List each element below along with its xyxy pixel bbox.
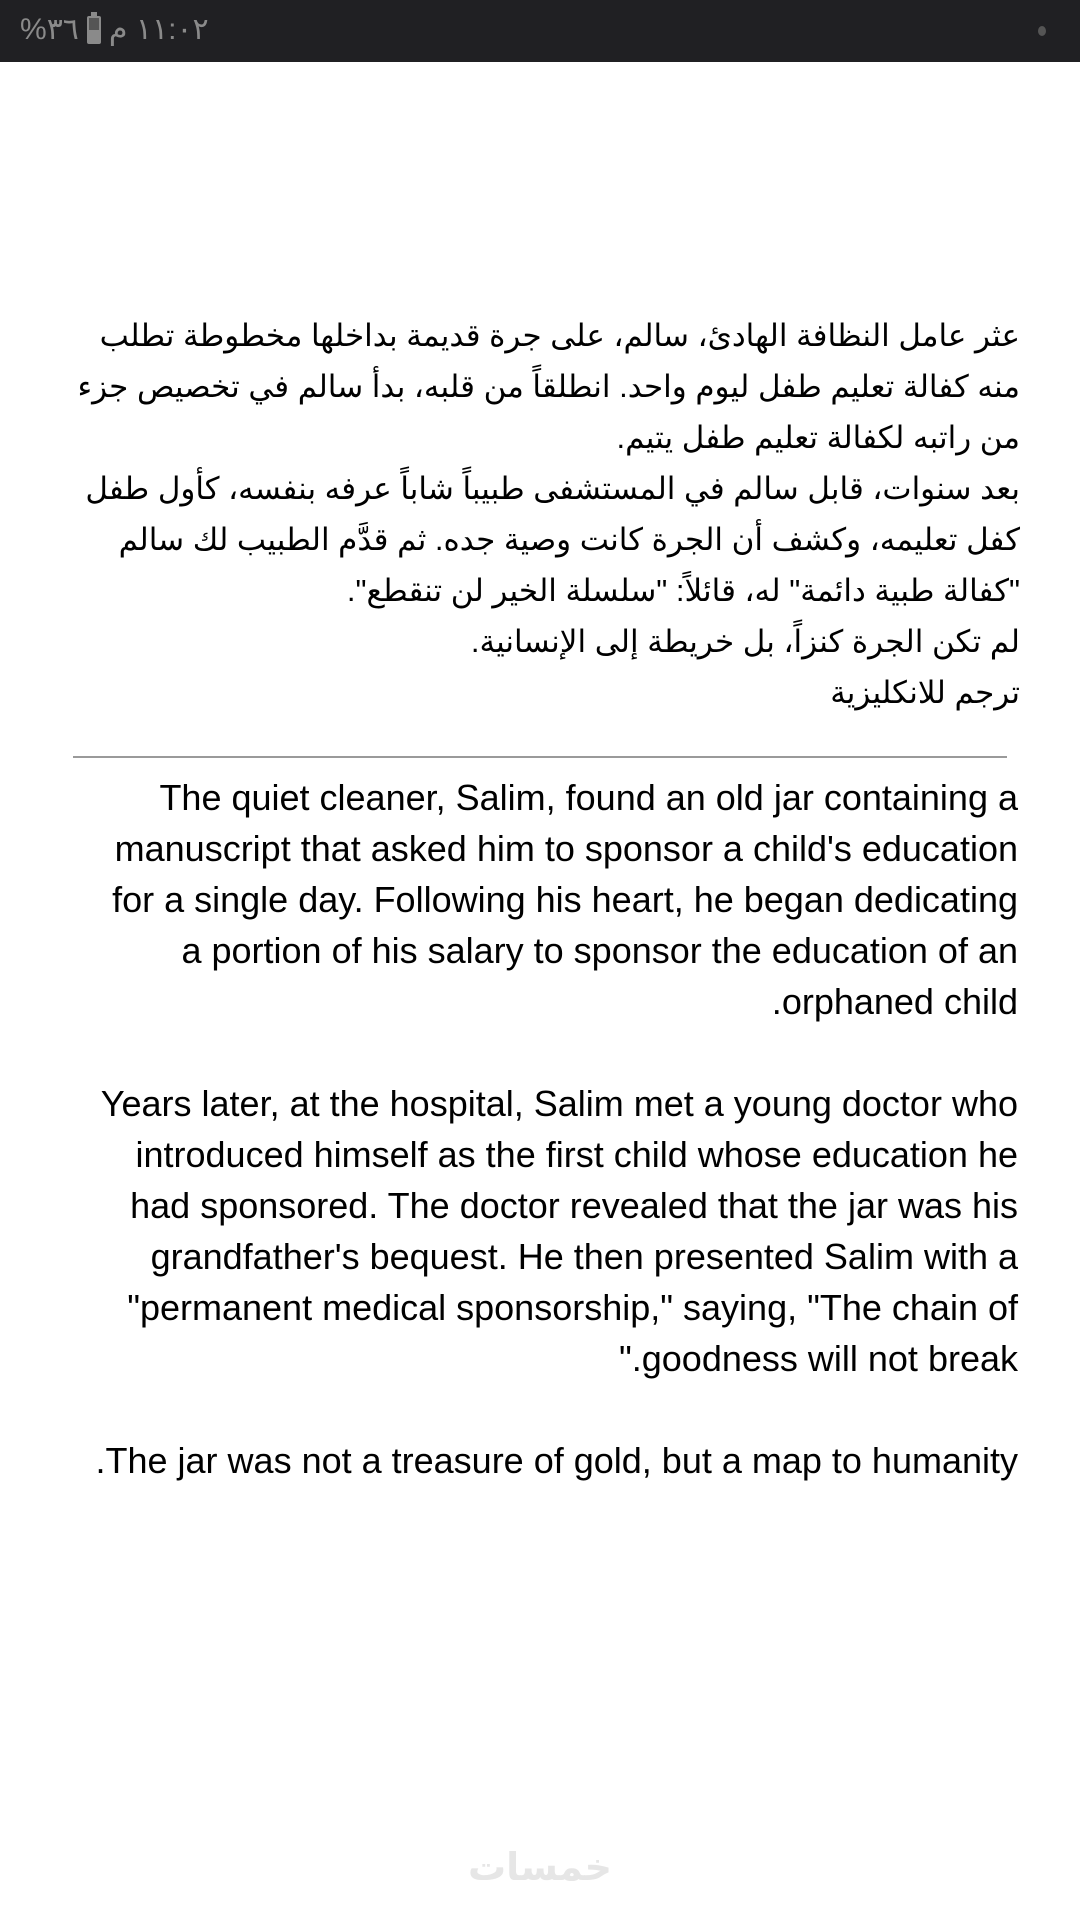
status-left	[20, 12, 209, 47]
battery-icon	[87, 16, 101, 44]
battery-percent: ٣٦%	[20, 13, 79, 46]
arabic-paragraph: بعد سنوات، قابل سالم في المستشفى طبيباً شاباً عرفه بنفسه، كأول طفل كفل تعليمه، وكشف أن الجرة كانت وصية جده. ثم قدَّم الطبيب لك سالم "كفالة طبية دائمة" له، قائلاً: "سلسلة الخير لن تنقطع".	[85, 471, 1020, 608]
english-paragraph: Years later, at the hospital, Salim met a young doctor who introduced himself as the first child whose education he had sponsored. The doctor revealed that the jar was his grandfather's bequest. He then presented Salim with a "permanent medical sponsorship," saying, "The chain of goodness will not break."	[100, 1083, 1018, 1379]
english-translation	[84, 772, 1018, 1537]
notification-dot-icon	[1038, 26, 1046, 36]
clock: ١١:٠٢ م	[108, 13, 209, 46]
status-bar	[0, 0, 1080, 62]
arabic-paragraph: ترجم للانكليزية	[830, 675, 1020, 710]
watermark-logo: خمسات	[468, 1847, 612, 1889]
arabic-message	[70, 310, 1020, 718]
arabic-paragraph: لم تكن الجرة كنزاً، بل خريطة إلى الإنسانية.	[470, 624, 1020, 659]
english-paragraph: The jar was not a treasure of gold, but a map to humanity.	[95, 1440, 1018, 1481]
english-paragraph: The quiet cleaner, Salim, found an old jar containing a manuscript that asked him to sponsor a child's education for a single day. Following his heart, he began dedicating a portion of his salary to sponsor the education of an orphaned child.	[112, 777, 1018, 1022]
arabic-paragraph: عثر عامل النظافة الهادئ، سالم، على جرة قديمة بداخلها مخطوطة تطلب منه كفالة تعليم طفل ليوم واحد. انطلقاً من قلبه، بدأ سالم في تخصيص جزء من راتبه لكفالة تعليم طفل يتيم.	[77, 318, 1020, 455]
divider	[73, 756, 1007, 758]
